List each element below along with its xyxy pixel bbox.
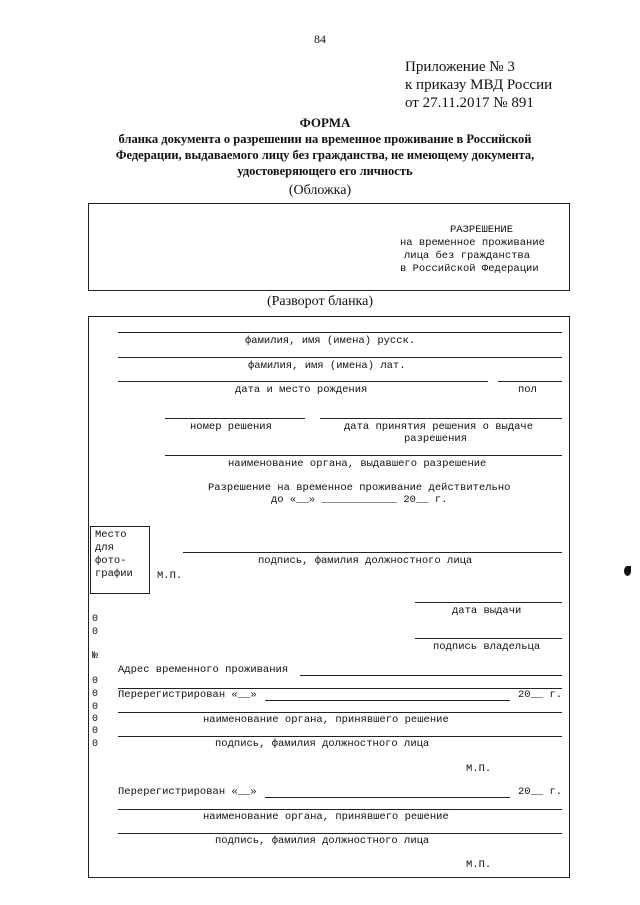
name-lat-line [118, 357, 562, 358]
decision-date-label-2: разрешения [404, 433, 468, 445]
photo-placeholder [90, 526, 150, 594]
margin-zero-2: 0 [92, 627, 99, 638]
holder-signature-label: подпись владельца [433, 641, 541, 653]
year-label-2: 20__ г. [518, 786, 563, 798]
cover-line-1: РАЗРЕШЕНИЕ [450, 224, 514, 236]
name-rus-line [118, 332, 562, 333]
margin-zero-4: 0 [92, 689, 99, 700]
deciding-authority-label-1: наименование органа, принявшего решение [203, 714, 449, 726]
official-signature-line-3 [118, 833, 562, 834]
stamp-label-1: М.П. [157, 570, 183, 582]
decision-number-line [165, 418, 305, 419]
margin-zero-5: 0 [92, 702, 99, 713]
reregistered-line-2 [265, 797, 510, 798]
scan-ink-mark [624, 566, 631, 576]
validity-label-1: Разрешение на временное проживание действительно [208, 482, 511, 494]
issue-date-line [415, 602, 562, 603]
decision-date-label-1: дата принятия решения о выдаче [344, 421, 534, 433]
deciding-authority-line-1 [118, 712, 562, 713]
official-signature-line-2 [118, 736, 562, 737]
name-rus-label: фамилия, имя (имена) русск. [245, 335, 416, 347]
photo-label-2: для [95, 542, 114, 554]
form-subheading [90, 131, 560, 179]
page-number: 84 [314, 32, 326, 46]
subheading-line-1: бланка документа о разрешении на временное проживание в Российской [118, 132, 532, 146]
name-lat-label: фамилия, имя (имена) лат. [248, 360, 406, 372]
decision-date-line [320, 418, 562, 419]
address-line-1 [300, 675, 562, 676]
appendix-line-3: от 27.11.2017 № 891 [405, 95, 534, 111]
official-signature-label-2: подпись, фамилия должностного лица [215, 738, 430, 750]
year-label-1: 20__ г. [518, 689, 563, 701]
stamp-label-2: М.П. [466, 763, 492, 775]
cover-line-4: в Российской Федерации [400, 263, 539, 275]
birth-label: дата и место рождения [235, 384, 368, 396]
photo-label-3: фото- [95, 555, 127, 567]
birth-line [118, 381, 488, 382]
deciding-authority-label-2: наименование органа, принявшего решение [203, 811, 449, 823]
holder-signature-line [415, 638, 562, 639]
reregistered-line-1 [265, 700, 510, 701]
margin-zero-3: 0 [92, 676, 99, 687]
deciding-authority-line-2 [118, 809, 562, 810]
margin-zero-7: 0 [92, 726, 99, 737]
cover-text [400, 224, 545, 276]
margin-zero-6: 0 [92, 714, 99, 725]
subheading-line-2: Федерации, выдаваемого лицу без гражданства, не имеющему документа, [115, 148, 535, 162]
sex-label: пол [518, 384, 537, 396]
issuing-authority-label: наименование органа, выдавшего разрешение [228, 458, 487, 470]
appendix-line-2: к приказу МВД России [405, 77, 553, 93]
appendix-line-1: Приложение № 3 [405, 59, 515, 75]
spread-caption: (Разворот бланка) [266, 294, 374, 309]
appendix-block [405, 58, 552, 112]
photo-label-1: Место [95, 529, 127, 541]
margin-zero-8: 0 [92, 739, 99, 750]
validity-label-2: до «__» ____________ 20__ г. [271, 494, 448, 506]
form-heading: ФОРМА [299, 115, 351, 130]
reregistered-label-2: Перерегистрирован «__» [118, 786, 257, 798]
official-signature-label-3: подпись, фамилия должностного лица [215, 835, 430, 847]
decision-number-label: номер решения [190, 421, 272, 433]
photo-label-4: графии [95, 568, 133, 580]
sex-line [498, 381, 562, 382]
stamp-label-3: М.П. [466, 859, 492, 871]
issue-date-label: дата выдачи [452, 605, 522, 617]
subheading-line-3: удостоверяющего его личность [237, 164, 413, 178]
cover-caption: (Обложка) [288, 183, 352, 198]
reregistered-label-1: Перерегистрирован «__» [118, 689, 257, 701]
official-signature-line-1 [183, 552, 562, 553]
margin-mark: № [92, 651, 99, 662]
cover-line-3: лица без гражданства [404, 250, 531, 262]
address-label: Адрес временного проживания [118, 664, 289, 676]
issuing-authority-line [165, 455, 562, 456]
cover-line-2: на временное проживание [400, 237, 545, 249]
margin-zero-1: 0 [92, 614, 99, 625]
official-signature-label-1: подпись, фамилия должностного лица [258, 555, 473, 567]
